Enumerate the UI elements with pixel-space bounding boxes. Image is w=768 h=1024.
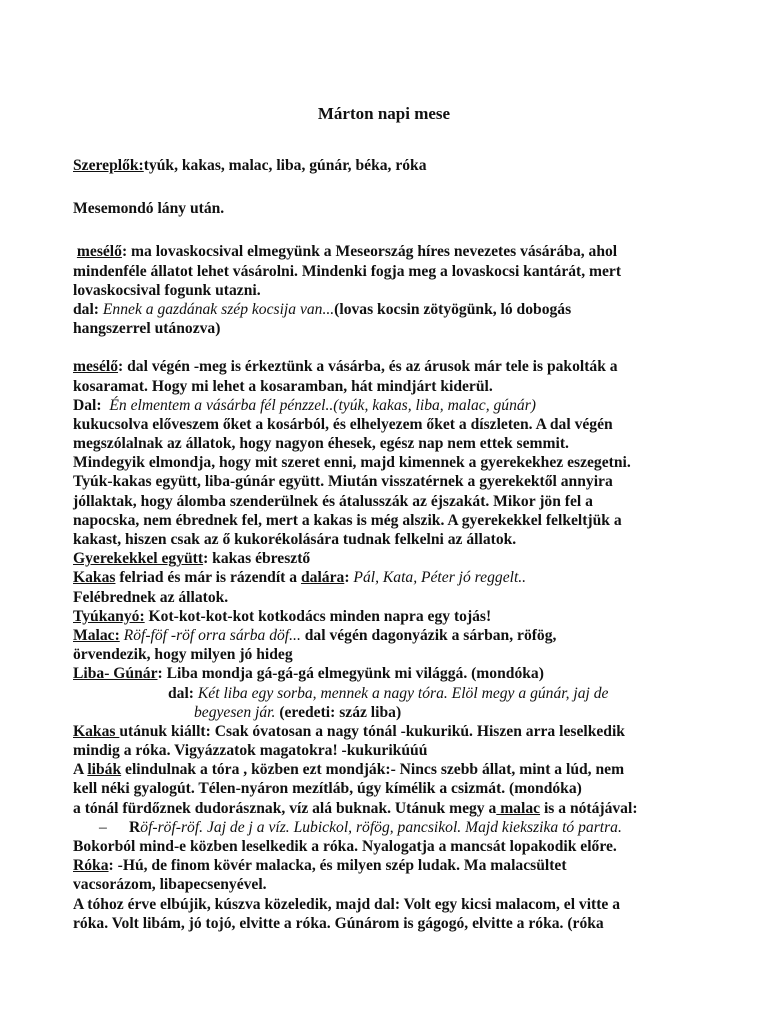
libak-text-3: a tónál fürdőznek dudorásznak, víz alá buknak. Utánuk megy a [73,799,497,817]
malac-line [73,626,713,645]
p2-line-9: napocska, nem ébrednek fel, mert a kakas is még alszik. A gyerekekkel felkeltjük a [73,511,622,529]
narrator-label: mesélő [73,358,119,376]
cast-line [73,156,713,175]
p2-line-4: kukucsolva előveszem őket a kosárból, és elhelyezem őket a díszleten. A dal végén [73,415,613,433]
roka-line-2: vacsorázom, libapecsenyével. [73,876,267,894]
malac-text: dal végén dagonyázik a sárban, röfög, [300,626,557,644]
song-lyric: begyesen jár. [194,703,276,721]
liba-line [73,664,713,683]
p2-line-6: Mindegyik elmondja, hogy mit szeret enni, majd kimennek a gyerekekhez eszegetni. [73,454,631,472]
libak-line-2: kell néki gyalogút. Télen-nyáron mezítláb, úgy kímélik a csizmát. (mondóka) [73,780,582,798]
dalara-word: dalára [300,569,345,587]
libak-label: libák [87,761,122,779]
p2-line-5: megszólalnak az állatok, hogy nagyon éhesek, egész nap nem ettek semmit. [73,435,569,453]
kakas-line [73,568,713,587]
p2-line-2: kosaramat. Hogy mi lehet a kosaramban, hát mindjárt kiderül. [73,377,493,395]
together-line [73,549,713,568]
narrator-label: mesélő [76,243,122,261]
intro-line: Mesemondó lány után. [73,200,225,218]
malac-label: Malac: [73,626,120,644]
roka-label: Róka [73,857,109,875]
toho-line-2: róka. Volt libám, jó tojó, elvitte a róka. Gúnárom is gágogó, elvitte a róka. (róka [73,914,604,932]
p1-dal-line [73,300,713,319]
kakas2-text: utánuk kiállt: Csak óvatosan a nagy tónál -kukurikú. Hiszen arra leselkedik [119,722,625,740]
dal-label: Dal: [73,396,102,414]
kakas2-line-2: mindig a róka. Vigyázzatok magatokra! -kukurikúúú [73,742,428,760]
p2-text: : dal végén -meg is érkeztünk a vásárba, és az árusok már tele is pakolták a [118,358,618,376]
p1-line-2: mindenféle állatot lehet vásárolni. Mindenki fogja meg a lovaskocsi kantárát, mert [73,262,622,280]
song-bullet-line [73,818,713,837]
dash-bullet-icon: – [99,818,107,836]
kakas-label: Kakas [73,569,116,587]
rof-initial: R [129,818,141,836]
libak-text-3-end: is a nótájával: [540,799,638,817]
song-lyric: Ennek a gazdának szép kocsija van... [102,300,335,318]
kakas-label: Kakas [73,722,120,740]
kakas2-line [73,722,713,741]
p1-line-1 [73,242,713,261]
wake-line: Felébrednek az állatok. [73,588,229,606]
stage-direction: (lovas kocsin zötyögünk, ló dobogás [334,300,572,318]
song-lyric: Két liba egy sorba, mennek a nagy tóra. Elöl megy a gúnár, jaj de [194,684,609,702]
page-title: Márton napi mese [317,104,451,123]
p2-dal-line [73,396,713,415]
tyukanyo-text: Kot-kot-kot-kot kotkodács minden napra egy tojás! [144,607,492,625]
p2-line-8: jóllaktak, hogy álomba szenderülnek és átalusszák az éjszakát. Mikor jön fel a [73,492,593,510]
dal2-line-2 [73,703,713,722]
together-label: Gyerekekkel együtt [73,550,204,568]
p2-line-1 [73,357,713,376]
together-text: : kakas ébresztő [203,550,311,568]
colon: : [344,569,350,587]
roka-line [73,856,713,875]
song-lyric: Én elmentem a vásárba fél pénzzel..(tyúk, kakas, liba, malac, gúnár) [109,396,536,414]
liba-text: : Liba mondja gá-gá-gá elmegyünk mi világgá. (mondóka) [157,665,544,683]
libak-line [73,760,713,779]
roka-text: : -Hú, de finom kövér malacka, és milyen szép ludak. Ma malacsültet [108,857,567,875]
p1-text: : ma lovaskocsival elmegyünk a Meseország híres nevezetes vásárába, ahol [121,243,618,261]
cast-label: Szereplők: [73,157,144,174]
libak-text: elindulnak a tóra , közben ezt mondják:- Nincs szebb állat, mint a lúd, nem [121,761,625,779]
song-lyric: öf-röf-röf. Jaj de j a víz. Lubickol, röfög, pancsikol. Majd kiekszika tó partra. [140,818,622,836]
p2-line-7: Tyúk-kakas együtt, liba-gúnár együtt. Miután visszatérnek a gyerekektől annyira [73,473,613,491]
story-body [73,156,713,933]
kakas-text: felriad és már is rázendít a [115,569,301,587]
dal2-line [73,684,713,703]
p1-line-5: hangszerrel utánozva) [73,320,221,338]
toho-line: A tóhoz érve elbújik, kúszva közeledik, majd dal: Volt egy kicsi malacom, el vitte a [73,895,621,913]
liba-label: Liba- Gúnár [73,665,158,683]
p2-line-10: kakast, hiszen csak az ő kukorékolására tudnak felkelni az állatok. [73,531,517,548]
malac-word: malac [496,799,541,817]
tyukanyo-label: Tyúkanyó: [73,607,145,625]
dal-label: dal: [73,300,99,318]
dal2-note: (eredeti: száz liba) [275,703,402,721]
cast-list: tyúk, kakas, malac, liba, gúnár, béka, róka [143,157,427,174]
song-lyric: Pál, Kata, Péter jó reggelt.. [349,569,527,587]
libak-prefix: A [73,761,88,779]
p1-line-3: lovaskocsival fogunk utazni. [73,281,261,299]
dal-label: dal: [168,684,194,702]
bokor-line: Bokorból mind-e közben leselkedik a róka. Nyalogatja a mancsát lopakodik előre. [73,838,617,855]
song-lyric: Röf-föf -röf orra sárba döf... [119,626,301,644]
libak-line-3 [73,799,713,818]
tyukanyo-line [73,607,713,626]
malac-line-2: örvendezik, hogy milyen jó hideg [73,646,293,664]
